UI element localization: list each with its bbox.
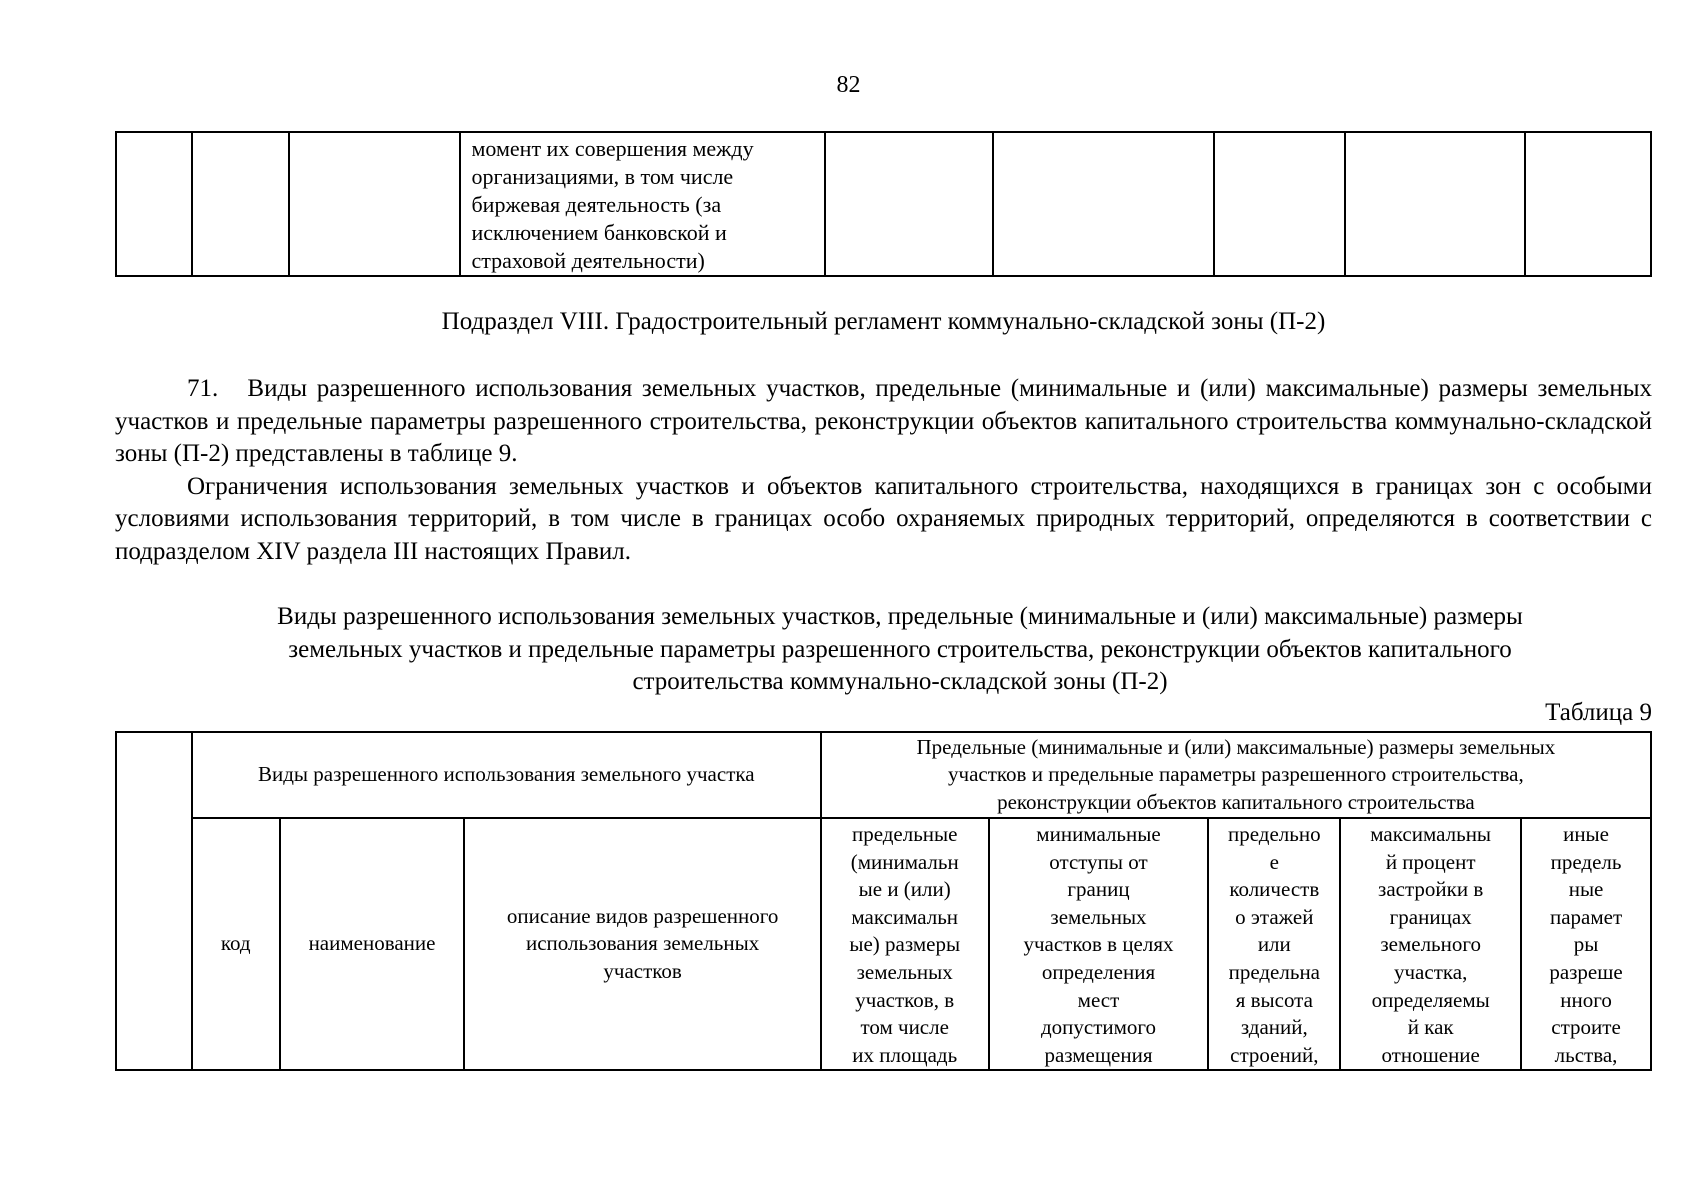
table-header-row	[116, 818, 1651, 1070]
subsection-title: Подраздел VIII. Градостроительный регламент коммунально-складской зоны (П-2)	[441, 308, 1326, 335]
header-line: описание видов разрешенного	[506, 903, 779, 928]
header-line: й как	[1407, 1015, 1454, 1040]
group-header-right	[821, 732, 1651, 818]
table-cell	[825, 132, 993, 276]
header-line: предельна	[1228, 959, 1320, 984]
header-line: участков в целях	[1023, 932, 1174, 957]
header-line: е	[1269, 849, 1279, 874]
header-line: нного	[1560, 987, 1612, 1012]
header-line: мест	[1077, 987, 1120, 1012]
header-line: использования земельных	[526, 931, 760, 956]
header-line: предельные	[851, 822, 958, 846]
body-text	[115, 373, 1652, 568]
header-line: определяемы	[1371, 987, 1490, 1012]
paragraph: 71. Виды разрешенного использования земельных участков, предельные (минимальные и (или) максимальные) размеры земельных участков и предельные параметры разрешенного строительства, реконструкции объектов капитального строительства коммунально-складской зоны (П-2) представлены в таблице 9.	[115, 375, 1652, 467]
header-line: участка,	[1393, 959, 1468, 984]
description-cell	[460, 132, 825, 276]
continuation-table	[115, 131, 1652, 277]
header-line: й процент	[1385, 849, 1476, 874]
header-line: я высота	[1235, 987, 1313, 1012]
description-line: организациями, в том числе	[471, 164, 734, 189]
column-header-sizes	[821, 818, 989, 1070]
header-line: максимальн	[851, 904, 959, 929]
group-header-left: Виды разрешенного использования земельного участка	[192, 732, 821, 818]
header-line: застройки в	[1378, 877, 1484, 902]
header-line: ные	[1568, 877, 1604, 902]
table-label: Таблица 9	[1545, 699, 1652, 726]
column-header-floors	[1208, 818, 1340, 1070]
table-header-row	[116, 732, 1651, 818]
header-line: строений,	[1230, 1042, 1319, 1067]
header-line: земельных	[856, 959, 953, 984]
header-line: иные	[1563, 822, 1609, 846]
header-line: ые) размеры	[849, 932, 961, 957]
table-cell	[993, 132, 1214, 276]
column-header-coverage	[1340, 818, 1521, 1070]
header-line: льства,	[1554, 1042, 1618, 1067]
header-line: земельного	[1380, 932, 1481, 957]
header-line: определения	[1041, 959, 1156, 984]
caption-line: строительства коммунально-складской зоны (П-2)	[632, 668, 1168, 695]
table-cell	[1525, 132, 1651, 276]
header-line: (минимальн	[850, 849, 959, 874]
column-header-description	[464, 818, 820, 1070]
header-line: реконструкции объектов капитального строительства	[997, 789, 1475, 814]
regulations-table	[115, 731, 1652, 1071]
caption-line: земельных участков и предельные параметры разрешенного строительства, реконструкции объектов капитального	[288, 635, 1512, 663]
column-header-setbacks	[989, 818, 1209, 1070]
description-line: биржевая деятельность (за	[471, 192, 722, 217]
header-line: допустимого	[1040, 1015, 1157, 1040]
header-line: строите	[1551, 1015, 1621, 1040]
table-caption	[170, 601, 1630, 699]
header-line: участков и предельные параметры разрешенного строительства,	[948, 762, 1524, 787]
header-line: парамет	[1549, 904, 1623, 929]
header-line: ры	[1573, 932, 1599, 957]
description-line: страховой деятельности)	[471, 248, 705, 273]
table-row	[116, 132, 1651, 276]
column-header-other	[1521, 818, 1651, 1070]
table-cell	[289, 132, 461, 276]
paragraph: Ограничения использования земельных участков и объектов капитального строительства, находящихся в границах зон с особыми условиями использования территорий, в том числе в границах особо охраняемых природных территорий, определяются в соответствии с подразделом XIV раздела III настоящих Правил.	[115, 472, 1652, 565]
header-line: границ	[1067, 877, 1130, 902]
header-line: земельных	[1050, 904, 1147, 929]
page-number: 82	[836, 72, 861, 98]
header-line: о этажей	[1235, 904, 1314, 929]
column-header-code: код	[192, 818, 280, 1070]
header-line: том числе	[860, 1015, 949, 1040]
header-line: зданий,	[1240, 1015, 1308, 1040]
header-line: участков	[603, 958, 682, 983]
header-line: максимальны	[1370, 822, 1492, 846]
header-line: количеств	[1229, 877, 1320, 902]
header-line: их площадь	[852, 1042, 958, 1067]
header-line: или	[1257, 932, 1291, 957]
header-line: разреше	[1549, 959, 1623, 984]
header-line: Предельные (минимальные и (или) максимальные) размеры земельных	[916, 734, 1556, 759]
caption-line: Виды разрешенного использования земельных участков, предельные (минимальные и (или) максимальные) размеры	[277, 603, 1523, 630]
description-line: момент их совершения между	[471, 136, 754, 161]
header-line: границах	[1389, 904, 1472, 929]
header-line: предельно	[1228, 822, 1321, 846]
header-line: участков, в	[855, 987, 955, 1012]
description-line: исключением банковской и	[471, 220, 727, 245]
table-cell	[1345, 132, 1525, 276]
table-cell	[192, 132, 289, 276]
table-cell	[116, 132, 192, 276]
header-line: предель	[1550, 849, 1622, 874]
header-line: размещения	[1044, 1042, 1153, 1067]
table-cell	[1214, 132, 1346, 276]
header-line: отношение	[1381, 1042, 1480, 1067]
column-header-name: наименование	[280, 818, 465, 1070]
header-line: отступы от	[1049, 849, 1148, 874]
header-line: ые и (или)	[858, 877, 951, 902]
header-line: минимальные	[1036, 822, 1161, 846]
row-number-column	[116, 732, 192, 1070]
